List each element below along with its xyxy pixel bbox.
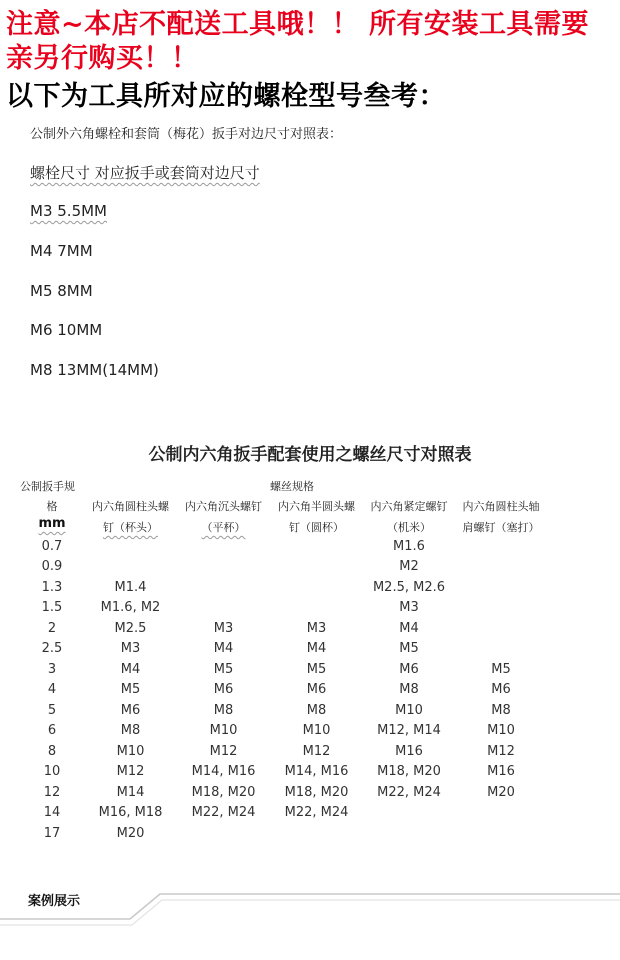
screw-size-cell: M10 [395,702,423,718]
screw-size-cell: M4 [399,620,419,636]
screw-size-cell: M22, M24 [377,784,441,800]
table-row [20,762,547,783]
wrench-header-line-1: 公制扳手规 [20,480,75,493]
wrench-size-cell: 1.5 [41,600,63,616]
screw-size-cell [455,536,547,557]
screw-size-cell [270,577,363,598]
screw-size-cell: M6 [306,682,327,698]
screw-size-cell: M2.5 [114,620,147,636]
screw-size-cell [84,536,177,557]
size-table-header [30,162,260,183]
column-header-line-text: （平杯） [201,521,246,534]
screw-size-cell: M3 [399,600,419,616]
screw-size-cell: M18, M20 [284,784,349,800]
screw-size-cell [455,598,547,619]
divider-line-inner [0,900,620,925]
screw-size-cell: M22, M24 [284,805,349,821]
column-header-line: 内六角半圆头螺 [278,500,355,513]
screw-size-cell [177,598,270,619]
wrench-header-unit [20,516,84,531]
screw-size-cell: M12 [116,764,145,780]
screw-size-cell: M8 [213,702,234,718]
size-row: M6 10MM [30,321,103,339]
screw-size-cell: M10 [302,723,331,739]
notice-line-1: 注意~本店不配送工具哦！！ 所有安装工具需要 [6,9,590,40]
table-row [20,741,547,762]
screw-size-cell [455,639,547,660]
wrench-header-line-2: 格 [46,500,58,513]
screw-size-cell: M16 [395,743,423,759]
wrench-size-cell: 1.3 [41,579,63,595]
table-row [20,823,547,844]
screw-size-cell: M1.4 [114,579,147,595]
column-header-line: 钉（圆杯） [289,521,344,534]
screw-size-cell [177,536,270,557]
screw-size-cell [455,823,547,844]
table-row [20,782,547,803]
wrench-size-cell: 17 [43,825,61,841]
screw-size-cell: M5 [306,661,327,677]
screw-size-cell: M3 [120,641,141,657]
screw-size-cell: M5 [213,661,234,677]
case-showcase-label: 案例展示 [28,894,81,909]
screw-size-cell: M10 [116,743,145,759]
screw-size-cell: M8 [399,682,419,698]
screw-size-cell: M14, M16 [284,764,349,780]
size-row: M4 7MM [30,242,93,260]
screw-size-cell [455,803,547,824]
screw-size-cell: M12 [487,743,515,759]
wrench-size-cell: 5 [47,702,57,718]
table-row [20,639,547,660]
wrench-size-cell: 2 [47,620,57,636]
column-header-shoulder-screw [455,498,547,535]
screw-size-cell: M1.6 [393,538,425,554]
screw-size-cell: M20 [487,784,515,800]
column-header-countersunk [177,498,270,535]
wrench-size-cell: 12 [43,784,61,800]
screw-size-cell: M10 [487,723,515,739]
screw-size-cell: M2.5, M2.6 [372,579,446,595]
screw-size-cell: M8 [306,702,327,718]
wrench-size-cell: 0.9 [41,559,63,575]
wrench-size-cell: 6 [47,723,57,739]
divider-line-outer [0,894,620,919]
wrench-size-cell: 10 [43,764,61,780]
screw-size-cell: M20 [116,825,145,841]
column-header-line: 内六角圆柱头轴 [462,500,540,513]
screw-size-cell: M6 [491,682,511,698]
column-header-button-head [270,498,363,535]
size-row: M8 13MM(14MM) [30,361,159,379]
table-row [20,557,547,578]
screw-size-cell: M8 [491,702,511,718]
screw-size-cell: M3 [306,620,327,636]
screw-size-cell: M5 [120,682,141,698]
screw-size-cell [177,577,270,598]
table-row [20,803,547,824]
screw-size-cell [270,598,363,619]
screw-size-cell: M14 [116,784,145,800]
table-row [20,680,547,701]
table-row [20,618,547,639]
table-title: 公制内六角扳手配套使用之螺丝尺寸对照表 [148,445,472,465]
column-header-line: 内六角沉头螺钉 [185,500,262,513]
screw-size-cell: M4 [306,641,327,657]
table-row [20,659,547,680]
screw-size-cell: M8 [120,723,141,739]
screw-size-cell [177,557,270,578]
wrench-header-unit-text: mm [38,516,66,531]
column-header-line: 肩螺钉（塞打） [462,521,540,534]
screw-size-table-body [20,536,547,844]
screw-size-cell: M12 [209,743,238,759]
screw-size-cell: M6 [213,682,234,698]
screw-size-cell [177,823,270,844]
screw-size-cell: M6 [399,661,419,677]
column-header-line [177,519,270,535]
screw-size-cell: M12, M14 [377,723,441,739]
reference-heading: 以下为工具所对应的螺栓型号叁考： [6,81,446,112]
screw-size-cell [455,577,547,598]
size-table-header-text: 螺栓尺寸 对应扳手或套筒对边尺寸 [30,164,260,182]
wrench-size-cell: 2.5 [41,641,63,657]
wrench-size-cell: 4 [47,682,57,698]
screw-size-cell: M10 [209,723,238,739]
screw-size-cell: M12 [302,743,331,759]
wrench-size-cell: 3 [47,661,57,677]
screw-size-cell: M4 [213,641,234,657]
column-header-line-text: 钉（杯头） [103,521,158,534]
table-row [20,536,547,557]
screw-size-cell: M18, M20 [191,784,256,800]
table-row [20,577,547,598]
screw-size-cell [270,557,363,578]
screw-size-cell [363,803,455,824]
size-row: M5 8MM [30,282,93,300]
screw-spec-group-header: 螺丝规格 [270,480,314,493]
screw-size-cell: M18, M20 [377,764,441,780]
column-header-line [84,519,177,535]
screw-size-cell: M1.6, M2 [100,600,161,616]
screw-size-cell [455,618,547,639]
screw-size-cell [270,823,363,844]
column-header-line: 内六角紧定螺钉 [370,500,448,513]
screw-size-cell: M16 [487,764,515,780]
table-row [20,721,547,742]
screw-size-cell [363,823,455,844]
screw-size-cell [455,557,547,578]
screw-size-table [20,536,547,844]
column-header-line: （机米） [387,521,431,534]
column-header-line: 内六角圆柱头螺 [92,500,169,513]
intro-text: 公制外六角螺栓和套筒（梅花）扳手对边尺寸对照表： [30,127,343,142]
size-row [30,202,107,220]
screw-size-cell: M5 [491,661,511,677]
screw-size-cell: M4 [120,661,141,677]
screw-size-cell: M2 [399,559,419,575]
section-divider-graphic [0,880,620,960]
wrench-size-cell: 8 [47,743,57,759]
size-row-text: M3 5.5MM [30,202,107,220]
screw-size-cell: M6 [120,702,141,718]
column-header-socket-cap [84,498,177,535]
screw-size-cell: M5 [399,641,419,657]
column-header-set-screw [363,498,455,535]
screw-size-cell [84,557,177,578]
screw-size-cell: M3 [213,620,234,636]
wrench-size-cell: 14 [43,805,61,821]
screw-size-cell: M22, M24 [191,805,256,821]
table-row [20,700,547,721]
notice-line-2: 亲另行购买！！ [6,43,199,74]
screw-size-cell: M16, M18 [98,805,163,821]
wrench-size-cell: 0.7 [41,538,63,554]
screw-size-cell [270,536,363,557]
screw-size-cell: M14, M16 [191,764,256,780]
table-row [20,598,547,619]
